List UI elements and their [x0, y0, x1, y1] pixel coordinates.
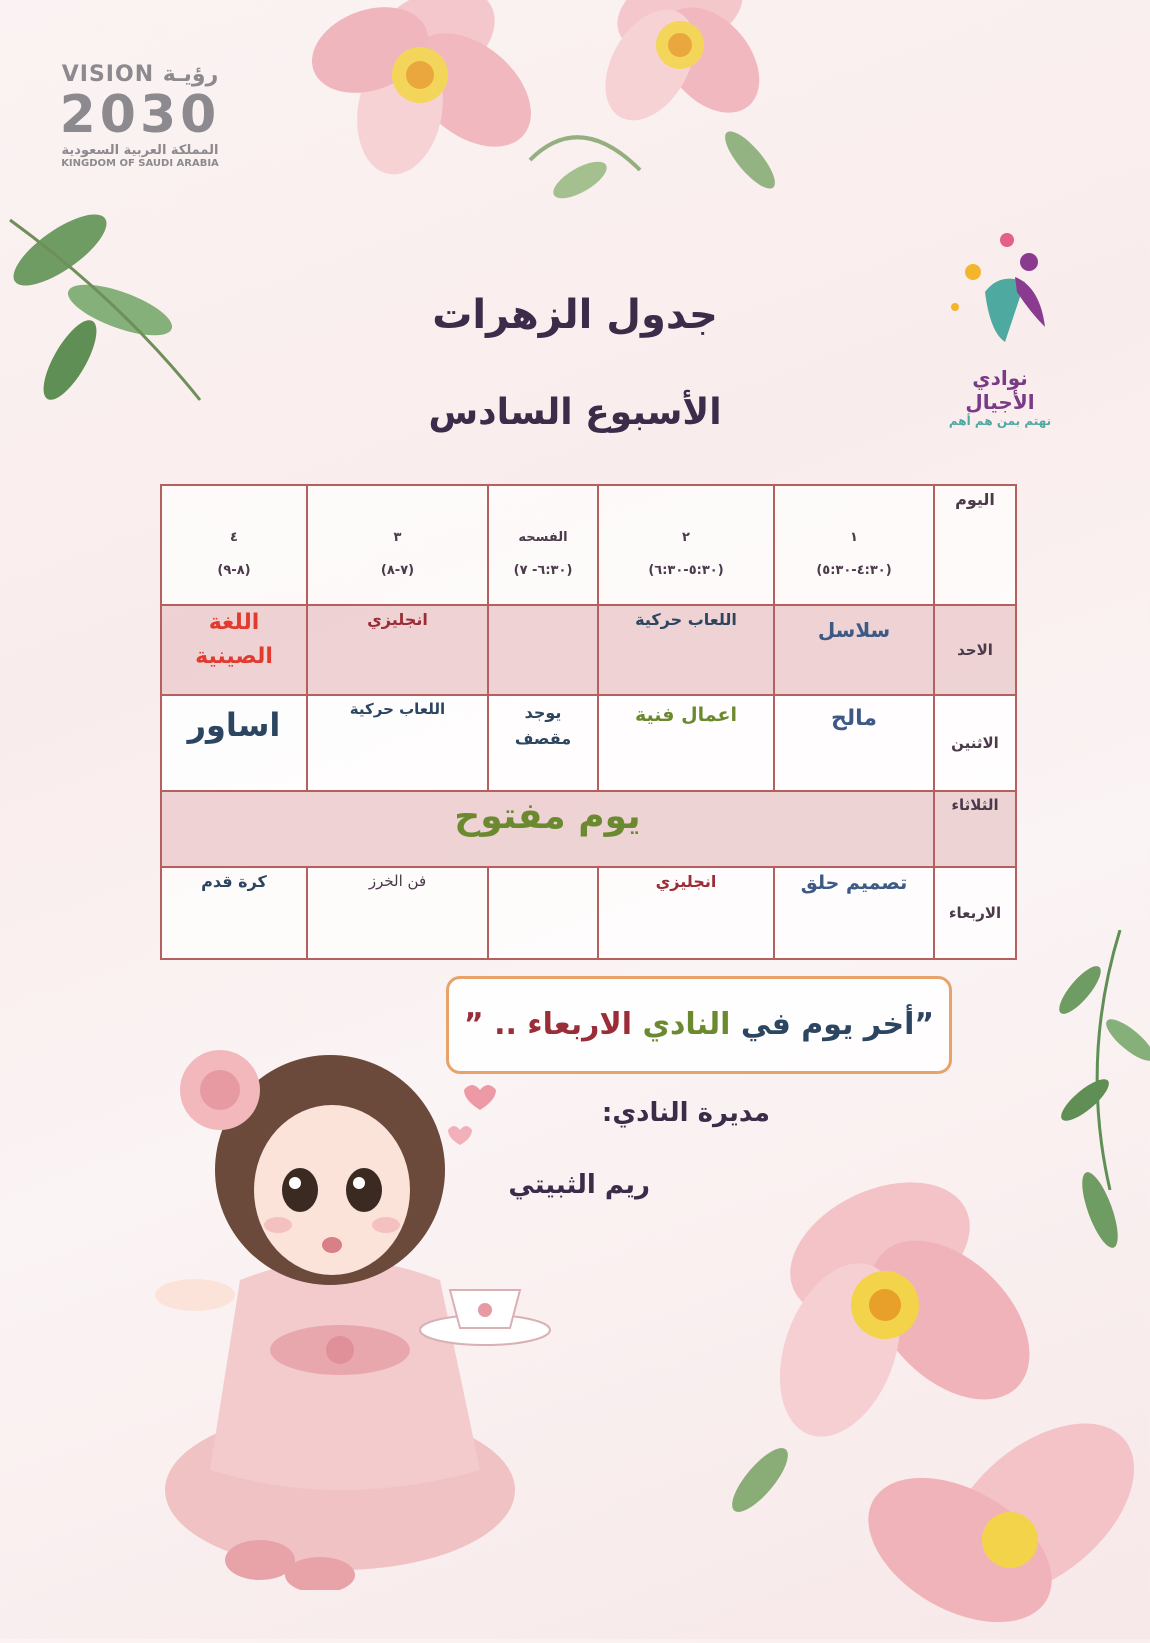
period-time: (٦:٣٠- ٧): [513, 563, 573, 578]
table-cell: انجليزي: [307, 605, 488, 695]
table-cell: اللعاب حركية: [307, 695, 488, 791]
page-title: جدول الزهرات: [432, 292, 718, 338]
header-day: اليوم: [934, 485, 1016, 605]
day-label: الاحد: [934, 605, 1016, 695]
vision-year: 2030: [59, 85, 221, 145]
table-row-sunday: [161, 605, 1016, 695]
period-time: (٥:٣٠-٦:٣٠): [648, 563, 724, 578]
leaves-decoration-right: [1010, 930, 1150, 1190]
schedule-table: [160, 484, 1017, 960]
note-text-1: ”أخر يوم في: [740, 1007, 935, 1042]
period-number: ٢: [682, 530, 690, 545]
header-period-4: [161, 485, 307, 605]
period-time: (٧-٨): [380, 563, 415, 578]
table-cell: اساور: [161, 695, 307, 791]
table-cell: اللعاب حركية: [598, 605, 774, 695]
period-number: ١: [850, 530, 858, 545]
page-subtitle: الأسبوع السادس: [428, 392, 722, 433]
table-cell: اعمال فنية: [598, 695, 774, 791]
table-header-row: [161, 485, 1016, 605]
table-cell: كرة قدم: [161, 867, 307, 959]
girl-illustration: [150, 1030, 570, 1590]
note-text-3: الاربعاء .. ”: [463, 1007, 632, 1042]
flower-decoration-bottom-right: [700, 1150, 1150, 1639]
period-time: (٨-٩): [217, 563, 251, 578]
period-number: ٤: [230, 530, 238, 545]
table-cell: [488, 867, 598, 959]
club-name: نوادي الأجيال: [965, 366, 1035, 414]
table-cell: انجليزي: [598, 867, 774, 959]
vision-2030-logo: [40, 62, 240, 202]
table-cell: اللغة الصينية: [161, 605, 307, 695]
club-tagline: نهتم بمن هم أهم: [948, 414, 1052, 428]
signature-label: مديرة النادي:: [601, 1098, 770, 1128]
open-day-cell: يوم مفتوح: [161, 791, 934, 867]
club-logo: [935, 232, 1065, 442]
header-period-2: [598, 485, 774, 605]
flower-decoration-top: [280, 0, 800, 260]
table-row-monday: [161, 695, 1016, 791]
day-label: الثلاثاء: [934, 791, 1016, 867]
table-row-tuesday: [161, 791, 1016, 867]
table-cell: سلاسل: [774, 605, 934, 695]
table-cell: [488, 605, 598, 695]
table-cell: مالح: [774, 695, 934, 791]
header-period-1: [774, 485, 934, 605]
day-label: الاربعاء: [934, 867, 1016, 959]
header-period-3: [307, 485, 488, 605]
note-text-2: النادي: [642, 1007, 731, 1042]
table-cell: يوجد مقصف: [488, 695, 598, 791]
table-cell: فن الخرز: [307, 867, 488, 959]
vision-arabic: المملكة العربية السعودية: [61, 143, 219, 158]
table-row-wednesday: [161, 867, 1016, 959]
vision-english: KINGDOM OF SAUDI ARABIA: [61, 158, 219, 169]
table-cell: تصميم حلق: [774, 867, 934, 959]
period-number: ٣: [393, 530, 402, 545]
signature-name: ريم الثبيتي: [508, 1170, 650, 1200]
vision-line: VISION رؤيـة: [61, 62, 219, 87]
day-label: الاثنين: [934, 695, 1016, 791]
period-number: الفسحه: [518, 530, 568, 545]
club-logo-icon: [945, 232, 1055, 362]
header-break: [488, 485, 598, 605]
period-time: (٤:٣٠-٥:٣٠): [816, 563, 892, 578]
